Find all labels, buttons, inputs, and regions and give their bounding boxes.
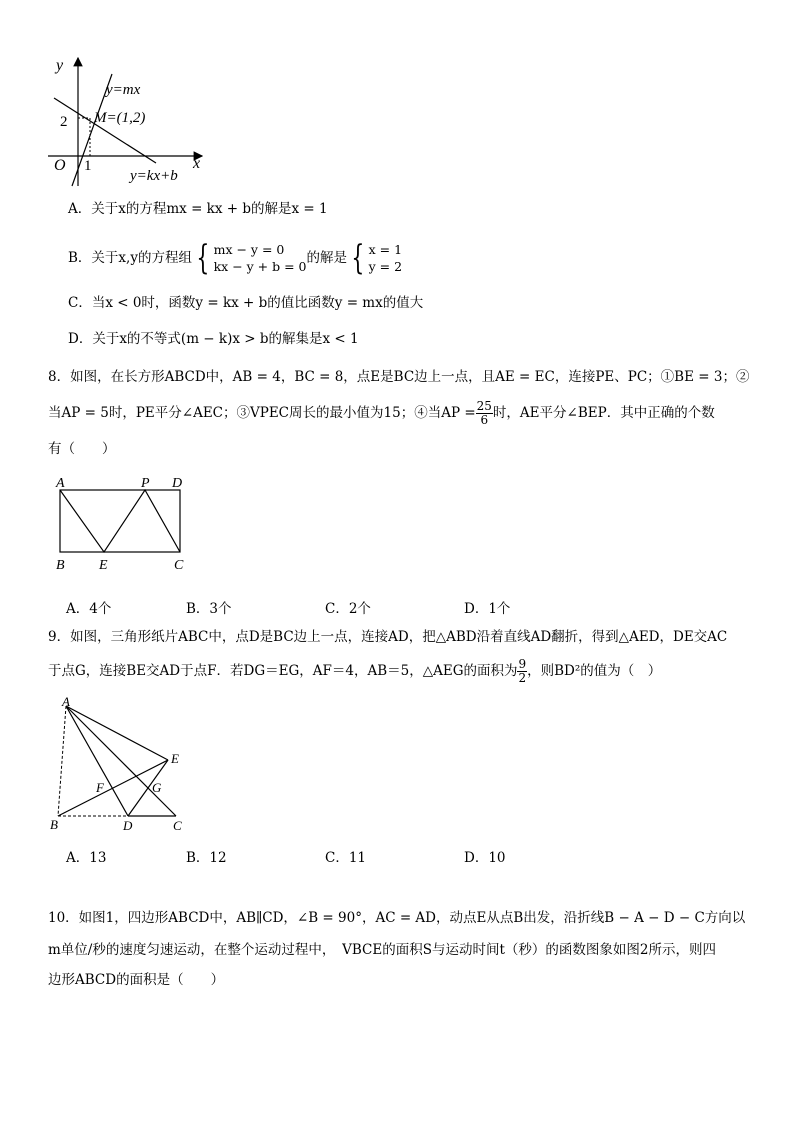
q7-b-mid: 的解是 (306, 250, 347, 266)
q9-stem-line1: 9．如图，三角形纸片ABC中，点D是BC边上一点，连接AD，把△ABD沿着直线AD翻折，得到△AED，DE交AC (48, 629, 728, 645)
label-d: D (172, 476, 183, 491)
point-m-label: M=(1,2) (94, 110, 146, 126)
line-kxb-label: y=kx+b (130, 168, 178, 184)
q7-b-eq1: mx − y = 0 (213, 242, 285, 257)
x-axis-label: x (193, 155, 201, 172)
q7-option-c: C．当x < 0时，函数y = kx + b的值比函数y = mx的值大 (68, 295, 424, 311)
q7-option-a: A．关于x的方程mx = kx + b的解是x = 1 (68, 201, 328, 217)
label-d: D (123, 818, 133, 833)
q9-option-a: A．13 (66, 850, 107, 866)
q8-frac-den: 6 (480, 412, 489, 427)
q8-option-d: D．1个 (464, 601, 511, 617)
line-mx-label: y=mx (106, 82, 141, 98)
q8-stem-line3: 有（ ） (48, 441, 116, 457)
seg-ab (58, 706, 66, 816)
line-kx-b (54, 98, 156, 163)
q7-b-solution (369, 241, 402, 275)
segments-a-e-p-c (60, 490, 180, 552)
q9-option-c: C．11 (325, 850, 367, 866)
q10-stem-line3: 边形ABCD的面积是（ ） (48, 972, 225, 988)
y-axis-label: y (56, 57, 64, 74)
q9-frac-num: 9 (518, 656, 527, 671)
q9-frac-den: 2 (518, 670, 527, 685)
q9-line2-a: 于点G，连接BE交AD于点F．若DG＝EG，AF＝4，AB＝5，△AEG的面积为 (48, 663, 518, 679)
label-c: C (174, 558, 184, 573)
q8-fraction (476, 400, 493, 427)
q7-b-sol2: y = 2 (368, 259, 403, 274)
q9-stem-line2 (48, 654, 661, 688)
q7-b-sol1: x = 1 (368, 242, 403, 257)
q10-stem-line2: m单位/秒的速度匀速运动，在整个运动过程中， VBCE的面积S与运动时间t（秒）的函数图象如图2所示，则四 (48, 942, 716, 958)
q8-option-b: B．3个 (186, 601, 232, 617)
q9-option-b: B．12 (186, 850, 227, 866)
label-a: A (62, 696, 70, 709)
q7-b-eq2: kx − y + b = 0 (213, 259, 307, 274)
q10-stem-line1: 10．如图1，四边形ABCD中，AB∥CD，∠B = 90°，AC = AD，动点E从点B出发，沿折线B − A − D − C方向以 (48, 910, 746, 926)
q9-option-d: D．10 (464, 850, 506, 866)
seg-ac (66, 706, 176, 816)
q7-graph (40, 52, 220, 190)
seg-de (128, 760, 168, 816)
q8-line2-b: 时，AE平分∠BEP．其中正确的个数 (492, 405, 715, 421)
q7-b-brace-left: { (196, 238, 210, 278)
q9-fraction (517, 658, 527, 685)
origin-label: O (54, 157, 66, 174)
q7-option-d: D．关于x的不等式(m − k)x > b的解集是x < 1 (68, 331, 359, 347)
tick-x-label: 1 (84, 158, 92, 174)
q8-stem-line2 (48, 396, 715, 430)
q8-line2-a: 当AP = 5时，PE平分∠AEC；③VPEC周长的最小值为15；④当AP = (48, 405, 476, 421)
label-g: G (152, 780, 162, 795)
q7-option-b (68, 238, 402, 278)
label-b: B (50, 817, 58, 832)
label-p: P (141, 476, 150, 491)
q9-triangle-figure (44, 696, 194, 836)
q8-option-c: C．2个 (325, 601, 371, 617)
q7-b-system (214, 241, 307, 275)
label-f: F (96, 780, 104, 795)
q8-option-a: A．4个 (66, 601, 112, 617)
q8-rectangle-figure (50, 472, 200, 576)
q7-b-prefix: B．关于x,y的方程组 (68, 250, 192, 266)
label-e: E (99, 558, 108, 573)
label-c: C (173, 818, 182, 833)
tick-y-label: 2 (60, 114, 68, 130)
q8-stem-line1: 8．如图，在长方形ABCD中，AB = 4，BC = 8，点E是BC边上一点，且AE = EC，连接PE、PC；①BE = 3；② (48, 369, 750, 385)
q9-line2-b: ，则BD²的值为（ ） (527, 663, 662, 679)
q8-frac-num: 25 (476, 398, 492, 413)
label-b: B (56, 558, 65, 573)
q7-b-brace-right: { (351, 238, 365, 278)
label-a: A (56, 476, 65, 491)
label-e: E (171, 751, 179, 766)
